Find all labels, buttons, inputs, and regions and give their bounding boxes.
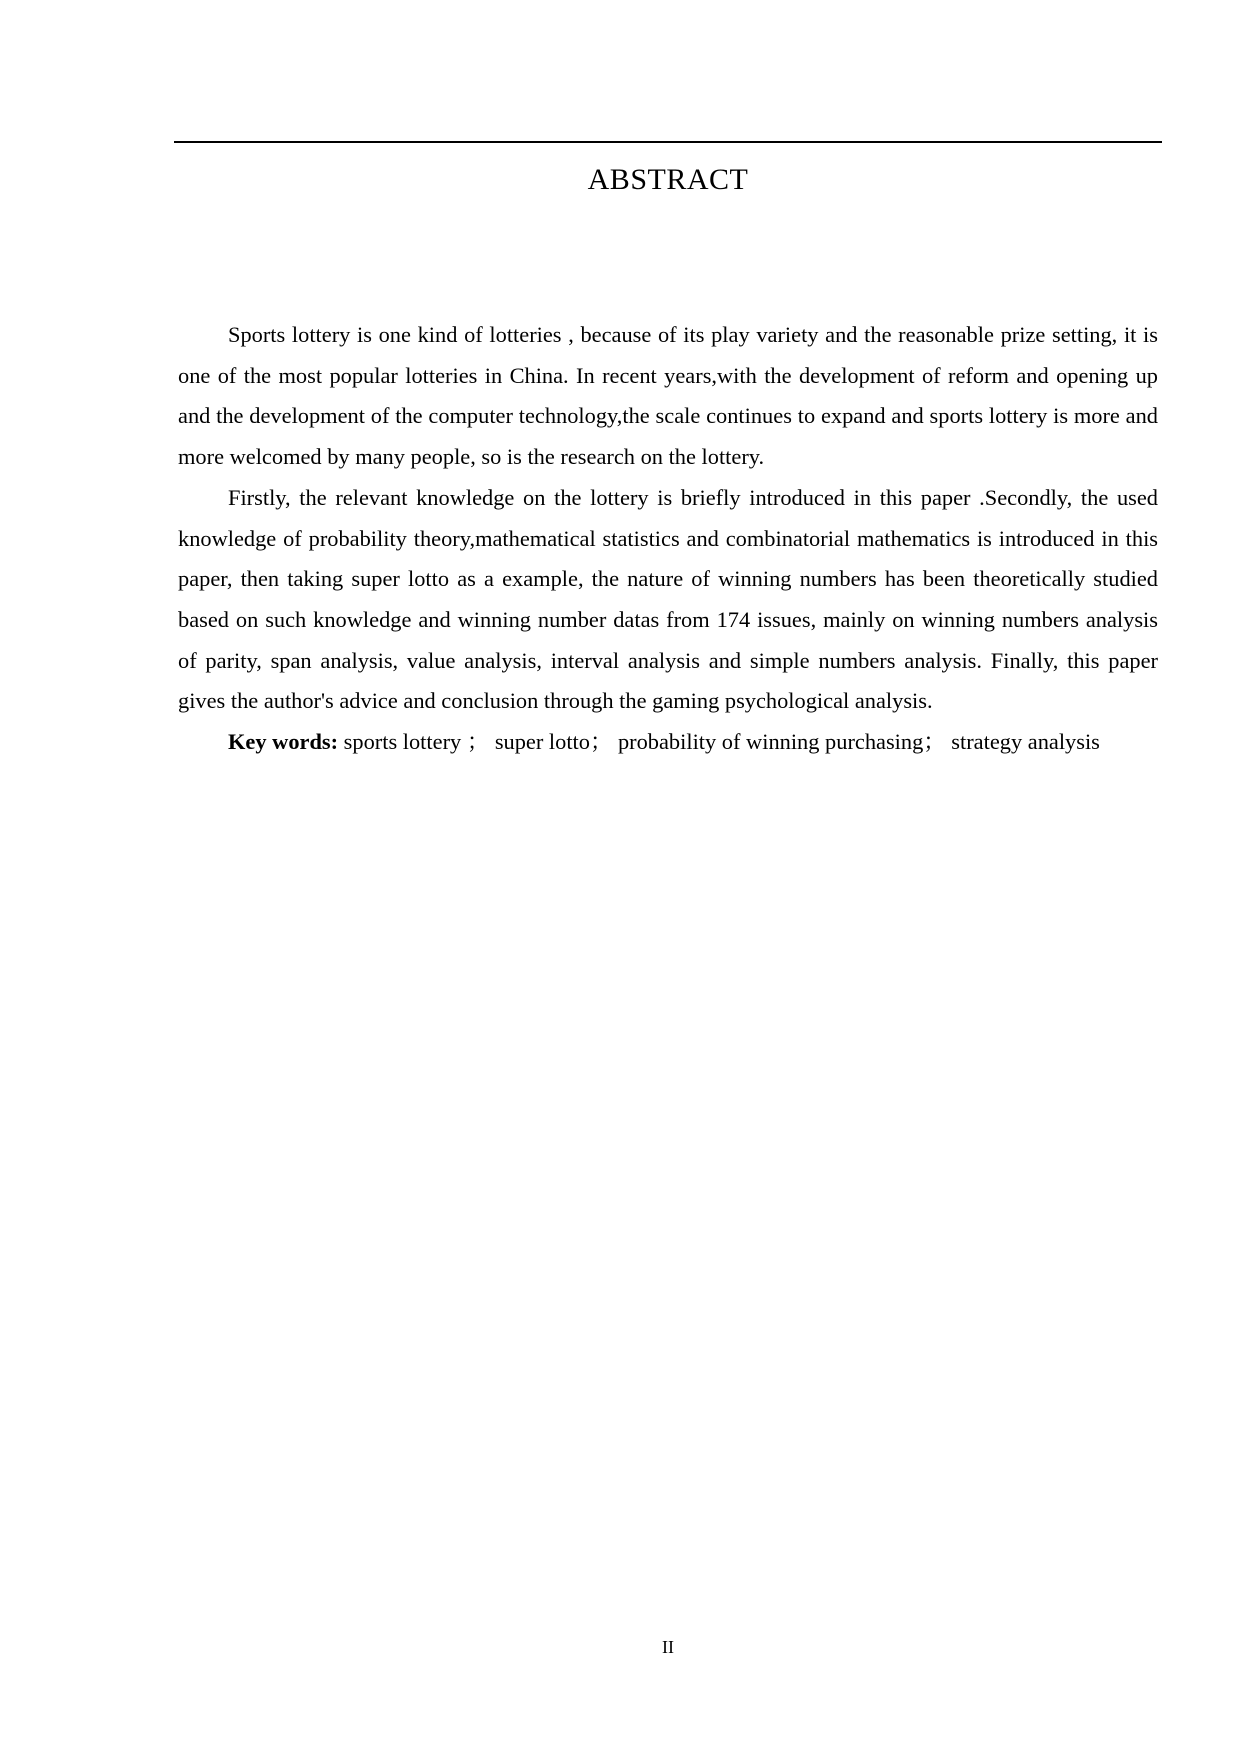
- abstract-body: [178, 315, 1158, 763]
- page-number: II: [662, 1637, 674, 1657]
- keywords-label: Key words:: [228, 729, 339, 755]
- abstract-title: ABSTRACT: [587, 163, 749, 196]
- keyword-item: sports lottery ；: [338, 729, 490, 755]
- keyword-item: super lotto；: [489, 729, 613, 755]
- keyword-item: probability of winning purchasing；: [612, 729, 946, 755]
- header-rule: [174, 141, 1162, 143]
- keywords-line: [178, 722, 1158, 763]
- abstract-paragraph-1: Sports lottery is one kind of lotteries , because of its play variety and the reasonable prize setting, it is one of the most popular lotteries in China. In recent years,with the development of reform and opening up and the development of the computer technology,the scale continues to expand and sports lottery is more and more welcomed by many people, so is the research on the lottery.: [178, 322, 1158, 470]
- abstract-paragraph-2: Firstly, the relevant knowledge on the lottery is briefly introduced in this paper .Secondly, the used knowledge of probability theory,mathematical statistics and combinatorial mathematics is introduced in this paper, then taking super lotto as a example, the nature of winning numbers has been theoretically studied based on such knowledge and winning number datas from 174 issues, mainly on winning numbers analysis of parity, span analysis, value analysis, interval analysis and simple numbers analysis. Finally, this paper gives the author's advice and conclusion through the gaming psychological analysis.: [178, 484, 1158, 714]
- keyword-item: strategy analysis: [945, 729, 1100, 755]
